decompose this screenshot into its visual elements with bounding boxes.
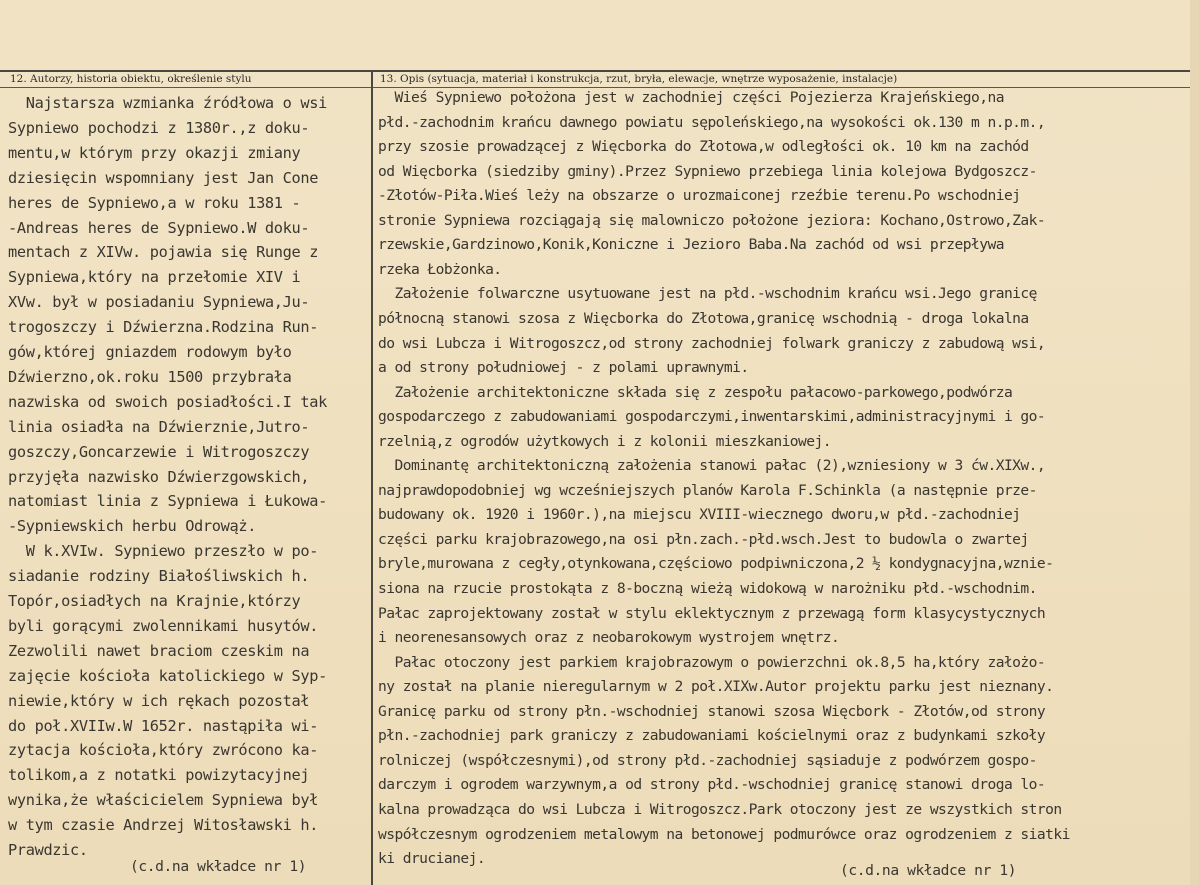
text-line: w tym czasie Andrzej Witosławski h. (8, 816, 319, 835)
text-line: linia osiadła na Dźwierznie,Jutro- (8, 417, 310, 436)
text-line: XVw. był w posiadaniu Sypniewa,Ju- (8, 293, 310, 312)
text-line: ki drucianej. (378, 850, 486, 868)
column-divider (371, 70, 373, 885)
text-line: od Więcborka (siedziby gminy).Przez Sypniewo przebiega linia kolejowa Bydgoszcz- (378, 162, 1037, 180)
text-line: Dźwierzno,ok.roku 1500 przybrała (8, 367, 292, 386)
text-line: Sypniewo pochodzi z 1380r.,z doku- (8, 118, 310, 137)
text-line: rzeka Łobżonka. (378, 260, 502, 278)
text-line: dziesięcin wspomniany jest Jan Cone (8, 168, 319, 187)
text-line: przy szosie prowadzącej z Więcborka do Złotowa,w odległości ok. 10 km na zachód (378, 138, 1029, 156)
text-line: Sypniewa,który na przełomie XIV i (8, 268, 301, 287)
text-line: W k.XVIw. Sypniewo przeszło w po- (8, 542, 319, 561)
text-line: Granicę parku od strony płn.-wschodniej stanowi szosa Więcbork - Złotów,od strony (378, 702, 1046, 720)
text-line: -Sypniewskich herbu Odrowąż. (8, 517, 257, 536)
text-line: -Andreas heres de Sypniewo.W doku- (8, 218, 310, 237)
text-line: bryle,murowana z cegły,otynkowana,częściowo podpiwniczona,2 ½ kondygnacyjna,wznie- (378, 555, 1054, 573)
text-line: siadanie rodziny Białośliwskich h. (8, 567, 310, 586)
text-line: północną stanowi szosa z Więcborka do Złotowa,granicę wschodnią - droga lokalna (378, 309, 1029, 327)
text-line: zajęcie kościoła katolickiego w Syp- (8, 666, 327, 685)
text-line: nazwiska od swoich posiadłości.I tak (8, 392, 327, 411)
text-line: mentach z XIVw. pojawia się Runge z (8, 243, 319, 262)
text-line: wynika,że właścicielem Sypniewa był (8, 791, 319, 810)
text-line: Założenie architektoniczne składa się z zespołu pałacowo-parkowego,podwórza (378, 383, 1013, 401)
text-line: współczesnym ogrodzeniem metalowym na betonowej podmurówce oraz ogrodzeniem z siatki (378, 825, 1070, 843)
text-line: Topór,osiadłych na Krajnie,którzy (8, 592, 301, 610)
text-line: płd.-zachodnim krańcu dawnego powiatu sępoleńskiego,na wysokości ok.130 m n.p.m., (378, 113, 1046, 131)
text-line: Pałac zaprojektowany został w stylu eklektycznym z przewagą form klasycystycznych (378, 604, 1046, 622)
top-blank-band (0, 0, 1199, 70)
text-line: heres de Sypniewo,a w roku 1381 - (8, 193, 301, 212)
text-line: gospodarczego z zabudowaniami gospodarczymi,inwentarskimi,administracyjnymi i go- (378, 408, 1046, 426)
top-rule (0, 70, 1199, 72)
text-line: Prawdzic. (8, 841, 88, 859)
text-line: niewie,który w ich rękach pozostał (8, 691, 310, 710)
text-line: natomiast linia z Sypniewa i Łukowa- (8, 492, 327, 511)
text-line: przyjęła nazwisko Dźwierzgowskich, (8, 467, 310, 486)
text-line: -Złotów-Piła.Wieś leży na obszarze o urozmaiconej rzeźbie terenu.Po wschodniej (378, 187, 1021, 205)
text-line: Dominantę architektoniczną założenia stanowi pałac (2),wzniesiony w 3 ćw.XIXw., (378, 457, 1046, 475)
text-line: tolikom,a z notatki powizytacyjnej (8, 766, 310, 785)
text-line: do wsi Lubcza i Witrogoszcz,od strony zachodniej folwark graniczy z zabudową wsi, (378, 334, 1046, 352)
section-13-heading: 13. Opis (sytuacja, materiał i konstrukcja, rzut, bryła, elewacje, wnętrze wyposażenie, instalacje) (380, 73, 898, 85)
text-line: Pałac otoczony jest parkiem krajobrazowym o powierzchni ok.8,5 ha,który założo- (378, 653, 1046, 671)
text-line: Zezwolili nawet braciom czeskim na (8, 641, 310, 660)
text-line: goszczy,Goncarzewie i Witrogoszczy (8, 442, 310, 461)
section-13-continuation: (c.d.na wkładce nr 1) (840, 862, 1017, 879)
text-line: gów,której gniazdem rodowym było (8, 343, 292, 361)
text-line: rzewskie,Gardzinowo,Konik,Koniczne i Jezioro Baba.Na zachód od wsi przepływa (378, 236, 1004, 254)
text-line: i neorenesansowych oraz z neobarokowym wystrojem wnętrz. (378, 629, 840, 647)
text-line: zytacja kościoła,który zwrócono ka- (8, 741, 319, 760)
text-line: byli gorącymi zwolennikami husytów. (8, 616, 319, 635)
section-12-heading: 12. Autorzy, historia obiektu, określenie stylu (10, 73, 252, 85)
text-line: stronie Sypniewa rozciągają się malowniczo położone jeziora: Kochano,Ostrowo,Zak- (378, 211, 1046, 229)
text-line: rolniczej (współczesnymi),od strony płd.-zachodniej sąsiaduje z podwórzem gospo- (378, 751, 1037, 769)
text-line: do poł.XVIIw.W 1652r. nastąpiła wi- (8, 716, 319, 735)
text-line: płn.-zachodniej park graniczy z zabudowaniami kościelnymi oraz z budynkami szkoły (378, 727, 1046, 745)
text-line: a od strony południowej - z polami uprawnymi. (378, 359, 749, 377)
text-line: Założenie folwarczne usytuowane jest na płd.-wschodnim krańcu wsi.Jego granicę (378, 285, 1037, 303)
text-line: kalna prowadząca do wsi Lubcza i Witrogoszcz.Park otoczony jest ze wszystkich stron (378, 800, 1062, 818)
text-line: budowany ok. 1920 i 1960r.),na miejscu XVIII-wiecznego dworu,w płd.-zachodniej (378, 506, 1021, 524)
section-12-continuation: (c.d.na wkładce nr 1) (130, 858, 307, 875)
text-line: ny został na planie nieregularnym w 2 poł.XIXw.Autor projektu parku jest nieznany. (378, 678, 1054, 696)
text-line: trogoszczy i Dźwierzna.Rodzina Run- (8, 318, 319, 337)
text-line: Najstarsza wzmianka źródłowa o wsi (8, 94, 327, 112)
text-line: części parku krajobrazowego,na osi płn.zach.-płd.wsch.Jest to budowla o zwartej (378, 530, 1029, 548)
heading-rule (0, 87, 1199, 88)
text-line: mentu,w którym przy okazji zmiany (8, 143, 301, 162)
text-line: najprawdopodobniej wg wcześniejszych planów Karola F.Schinkla (a następnie prze- (378, 481, 1037, 499)
page-edge (1190, 0, 1199, 885)
text-line: siona na rzucie prostokąta z 8-boczną wieżą widokową w narożniku płd.-wschodnim. (378, 580, 1037, 597)
text-line: Wieś Sypniewo położona jest w zachodniej części Pojezierza Krajeńskiego,na (378, 89, 1004, 106)
text-line: rzelnią,z ogrodów użytkowych i z kolonii mieszkaniowej. (378, 432, 831, 450)
text-line: darczym i ogrodem warzywnym,a od strony płd.-wschodniej granicę stanowi droga lo- (378, 776, 1046, 794)
